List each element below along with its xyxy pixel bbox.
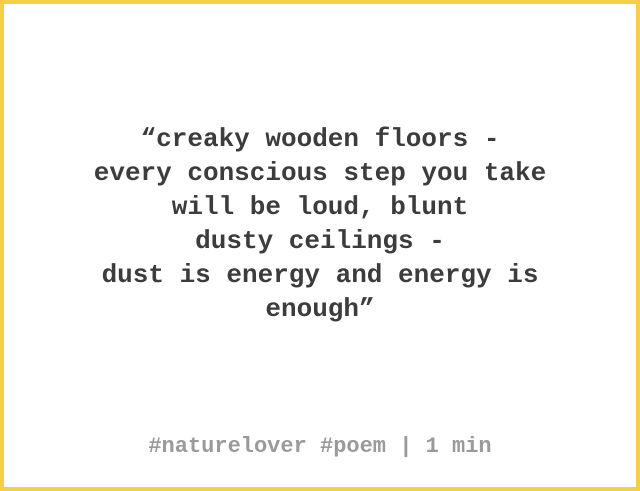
poem-line: enough” (265, 294, 375, 324)
poem-line: “creaky wooden floors - (140, 124, 500, 154)
poem-line: will be loud, blunt (171, 192, 469, 222)
poem-text (4, 122, 636, 326)
poem-line: dust is energy and energy is (101, 260, 539, 290)
hashtags-footer: #naturelover #poem | 1 min (148, 434, 492, 459)
poem-line: every conscious step you take (93, 158, 547, 188)
poem-line: dusty ceilings - (195, 226, 445, 256)
